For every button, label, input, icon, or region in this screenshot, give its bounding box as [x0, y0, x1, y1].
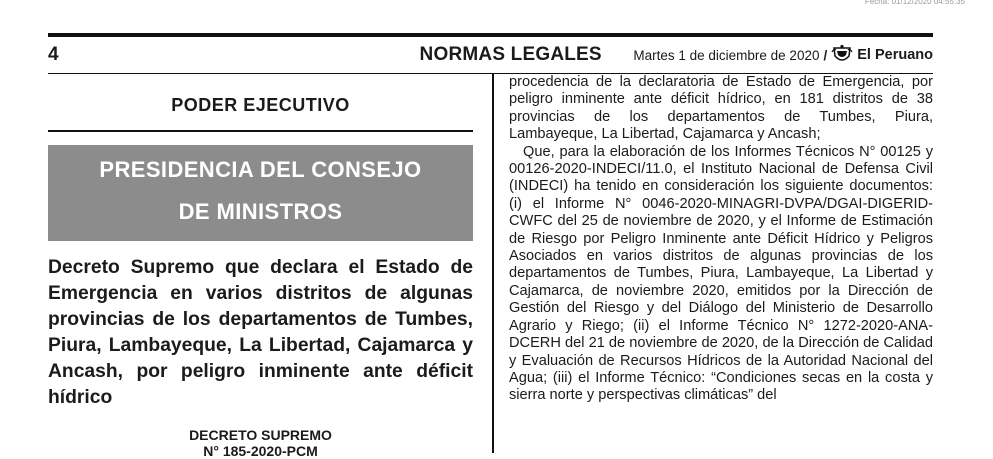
paper-name: El Peruano — [857, 47, 933, 63]
body-paragraph-1: procedencia de la declaratoria de Estado de Emergencia, por peligro inminente ante déficit hídrico, en 181 distritos de 38 provincias de los departamentos de Tumbes, Piura, Lambayeque, La Libertad, Cajamarca y Ancash; — [509, 74, 933, 143]
column-divider — [492, 73, 494, 453]
issue-date: Martes 1 de diciembre de 2020 — [633, 47, 820, 63]
coat-of-arms-icon — [831, 44, 853, 66]
body-paragraph-2: Que, para la elaboración de los Informes Técnicos N° 00125 y 00126-2020-INDECI/11.0, el Instituto Nacional de Defensa Civil (INDECI) ha tenido en consideración los siguiente documentos: (i) el Informe N° 0046-2020-MINAGRI-DVPA/DGAI-DIGERID-CWFC del 25 de noviembre de 2020, y el Informe de Estimación de Riesgo por Peligro Inminente ante Déficit Hídrico y Peligros Asociados en varios distritos de algunas provincias de los departamentos de Tumbes, Piura, Lambayeque, La Libertad y Cajamarca, de noviembre 2020, emitidos por la Dirección de Gestión del Riesgo y del Diálogo del Ministerio de Desarrollo Agrario y Riego; (ii) el Informe Técnico N° 1272-2020-ANA-DCERH del 21 de noviembre de 2020, de la Dirección de Calidad y Evaluación de Recursos Hídricos de la Autoridad Nacional del Agua; (iii) el Informe Técnico: “Condiciones secas en la costa y sierra norte y perspectivas climáticas” del — [509, 143, 933, 404]
top-stamp: Fecha: 01/12/2020 04:55:35 — [864, 0, 965, 6]
publication-title: NORMAS LEGALES — [419, 44, 602, 65]
header-right — [633, 44, 933, 66]
page-header — [48, 33, 933, 74]
decree-label: DECRETO SUPREMO — [189, 427, 332, 443]
banner-line-1: PRESIDENCIA DEL CONSEJO — [99, 157, 422, 182]
ministry-banner — [48, 145, 473, 241]
page-number: 4 — [48, 44, 59, 65]
decree-id — [48, 427, 473, 459]
left-column — [48, 70, 473, 459]
right-column — [509, 74, 933, 405]
header-separator: / — [823, 47, 828, 63]
section-title: PODER EJECUTIVO — [48, 70, 473, 132]
decree-headline: Decreto Supremo que declara el Estado de Emergencia en varios distritos de algunas provincias de los departamentos de Tumbes, Piura, Lambayeque, La Libertad, Cajamarca y Ancash, por peligro inminente ante déficit hídrico — [48, 257, 473, 408]
decree-number: N° 185-2020-PCM — [203, 443, 318, 459]
banner-line-2: DE MINISTROS — [178, 199, 343, 224]
